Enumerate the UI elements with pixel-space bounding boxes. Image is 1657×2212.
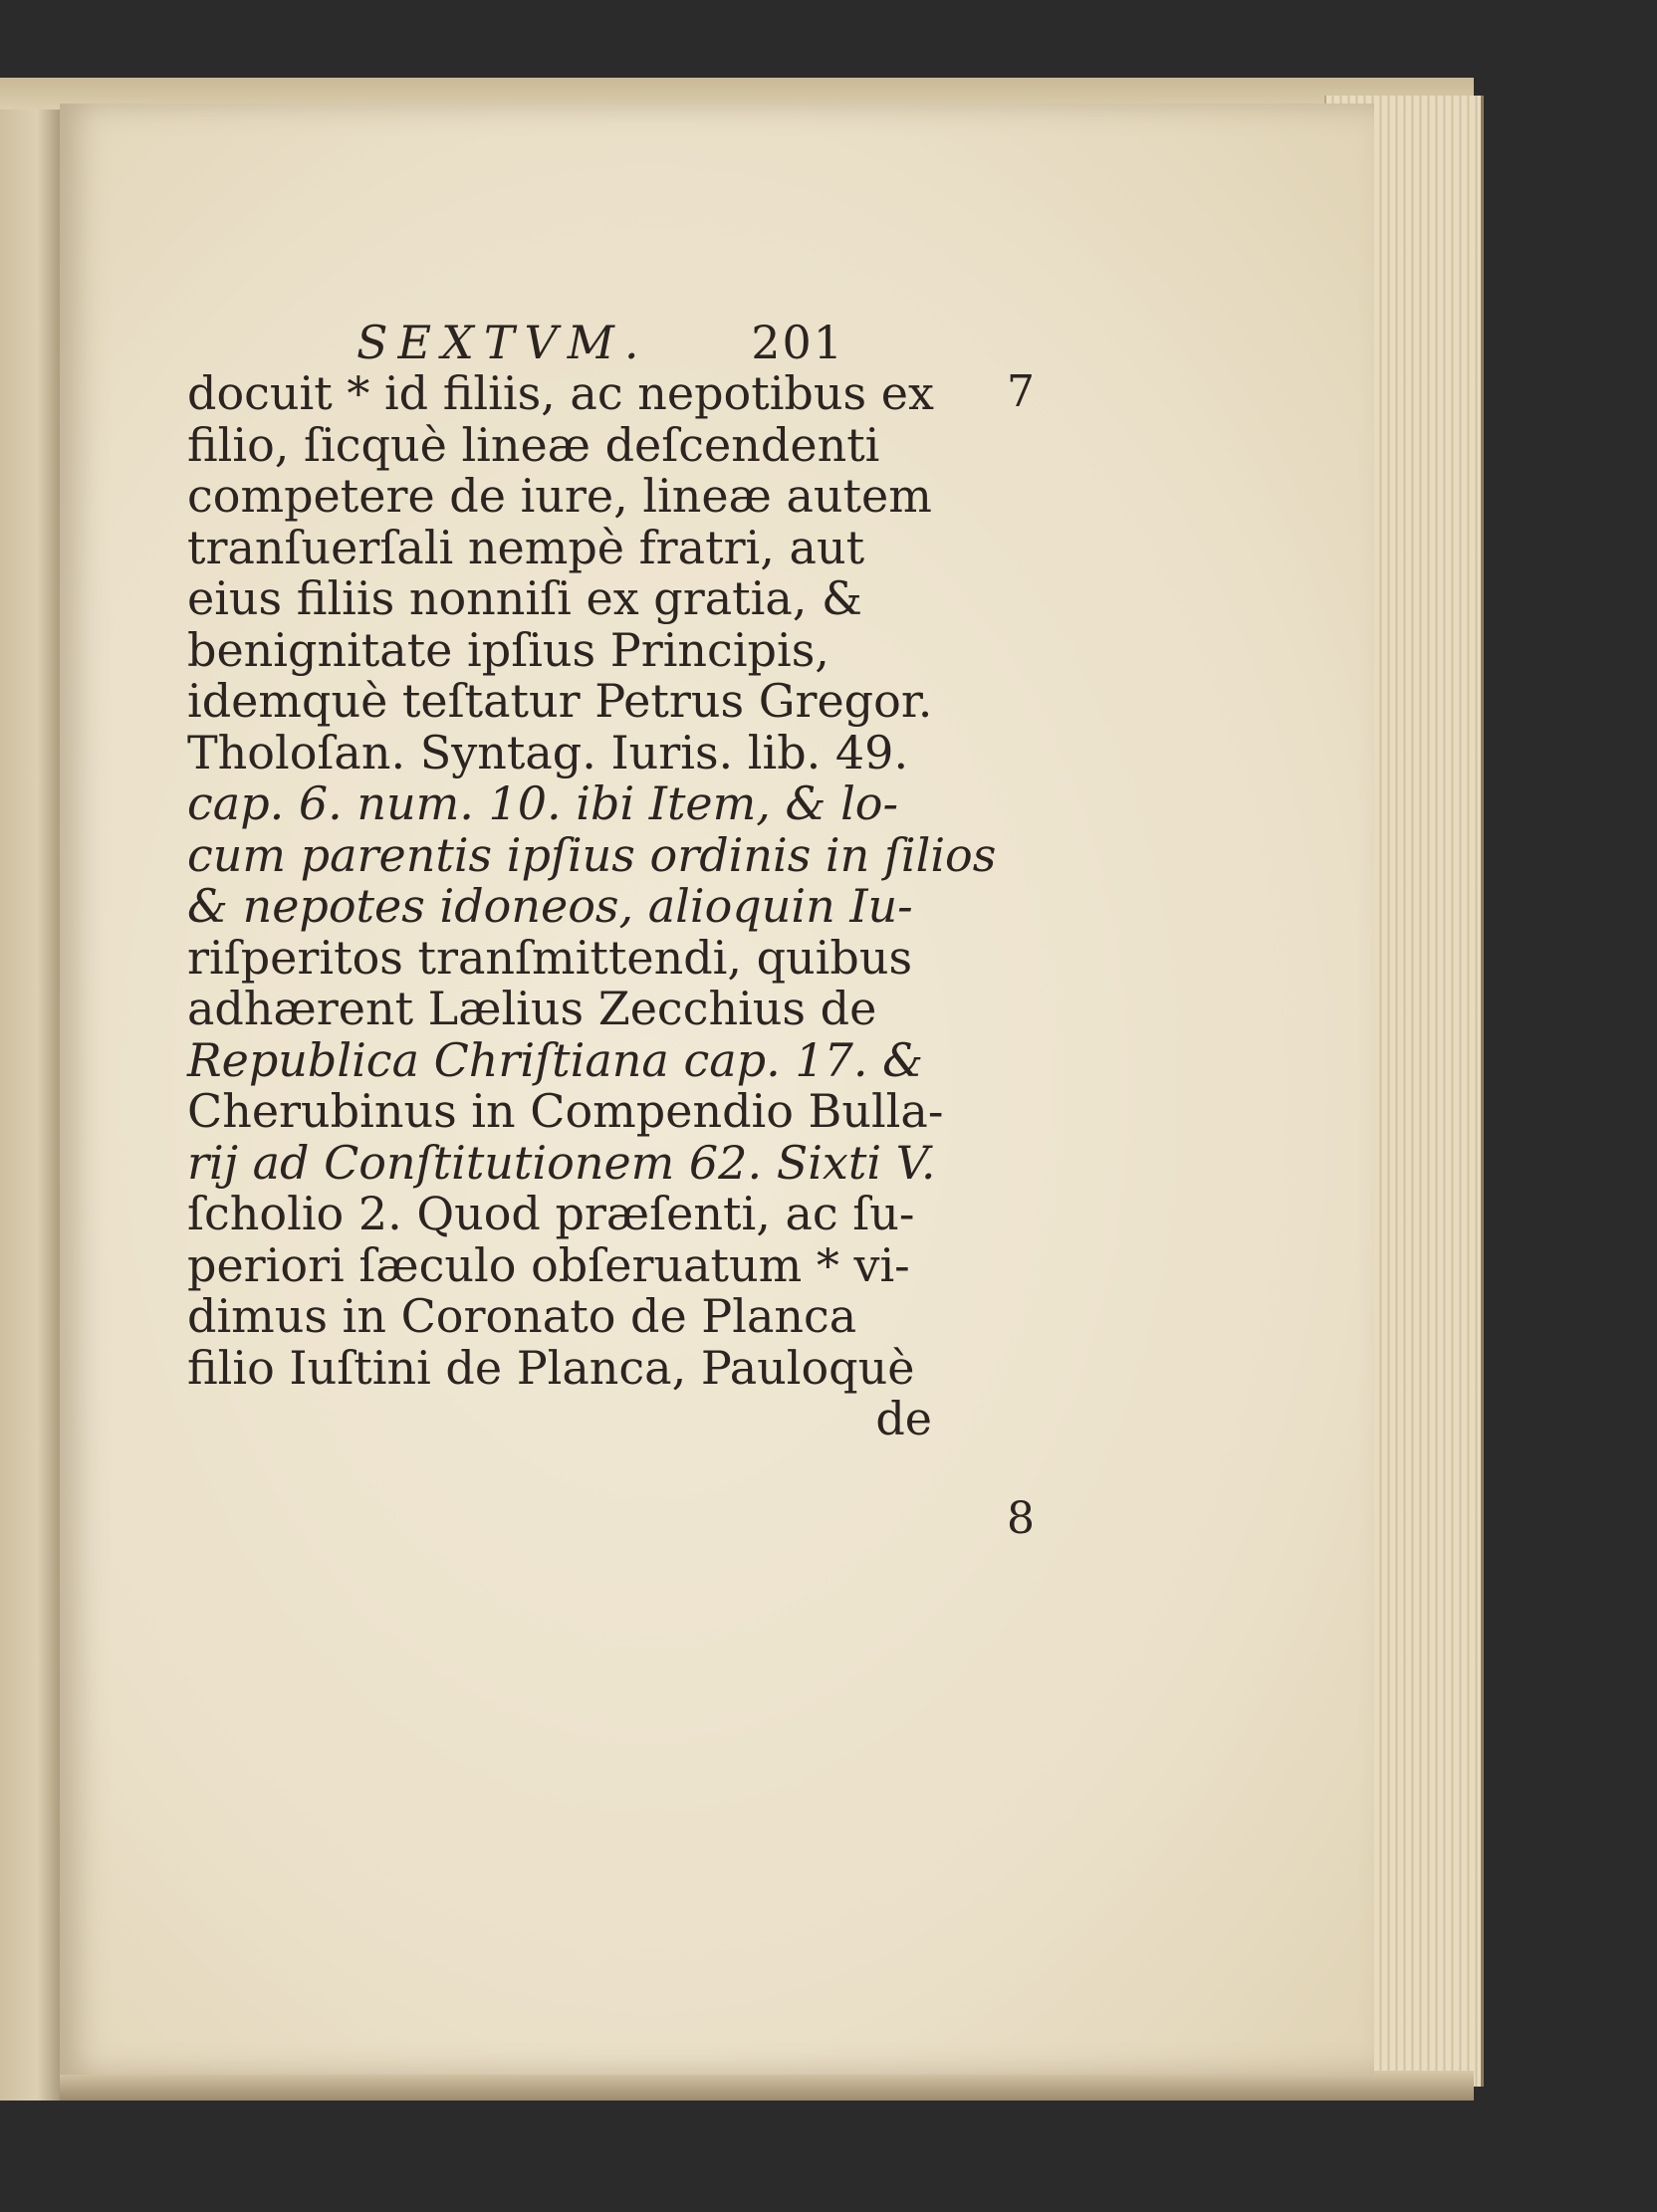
text-line: filio, ſicquè lineæ deſcendenti [187, 417, 880, 472]
catchword: de [875, 1392, 932, 1445]
text-line: cap. 6. num. 10. ibi Item, & lo- [187, 776, 899, 830]
text-line: benignitate ipſius Principis, [187, 622, 829, 677]
running-title: SEXTVM. [356, 315, 649, 369]
left-page-edge [0, 110, 65, 2101]
margin-note-7: 7 [1007, 366, 1035, 417]
text-line: Republica Chriſtiana cap. 17. & [187, 1032, 924, 1087]
text-line: rij ad Conſtitutionem 62. Sixti V. [187, 1135, 936, 1190]
text-line: dimus in Coronato de Planca [187, 1289, 857, 1343]
margin-note-8: 8 [1007, 1493, 1035, 1544]
text-line: eius filiis nonniſi ex gratia, & [187, 571, 862, 625]
book-bottom-edge [60, 2071, 1474, 2101]
text-line: riſperitos tranſmittendi, quibus [187, 930, 913, 985]
text-line: filio Iuſtini de Planca, Pauloquè [187, 1340, 915, 1395]
text-line: tranſuerſali nempè fratri, aut [187, 520, 865, 574]
text-line: cum parentis ipſius ordinis in ſilios [187, 827, 997, 882]
text-line: adhærent Lælius Zecchius de [187, 982, 877, 1035]
text-block [187, 291, 997, 1445]
running-header [187, 291, 964, 368]
text-line: docuit * id filiis, ac nepotibus ex [187, 366, 934, 420]
text-line: competere de iure, lineæ autem [187, 469, 932, 523]
text-line: ſcholio 2. Quod præſenti, ac ſu- [187, 1187, 915, 1240]
text-line: Cherubinus in Compendio Bulla- [187, 1084, 944, 1138]
text-line: Tholoſan. Syntag. Iuris. lib. 49. [187, 725, 909, 779]
text-line: periori ſæculo obſeruatum * vi- [187, 1237, 910, 1292]
page-number: 201 [751, 315, 844, 369]
text-line: idemquè teſtatur Petrus Gregor. [187, 674, 933, 728]
text-line: & nepotes idoneos, alioquin Iu- [187, 879, 913, 933]
